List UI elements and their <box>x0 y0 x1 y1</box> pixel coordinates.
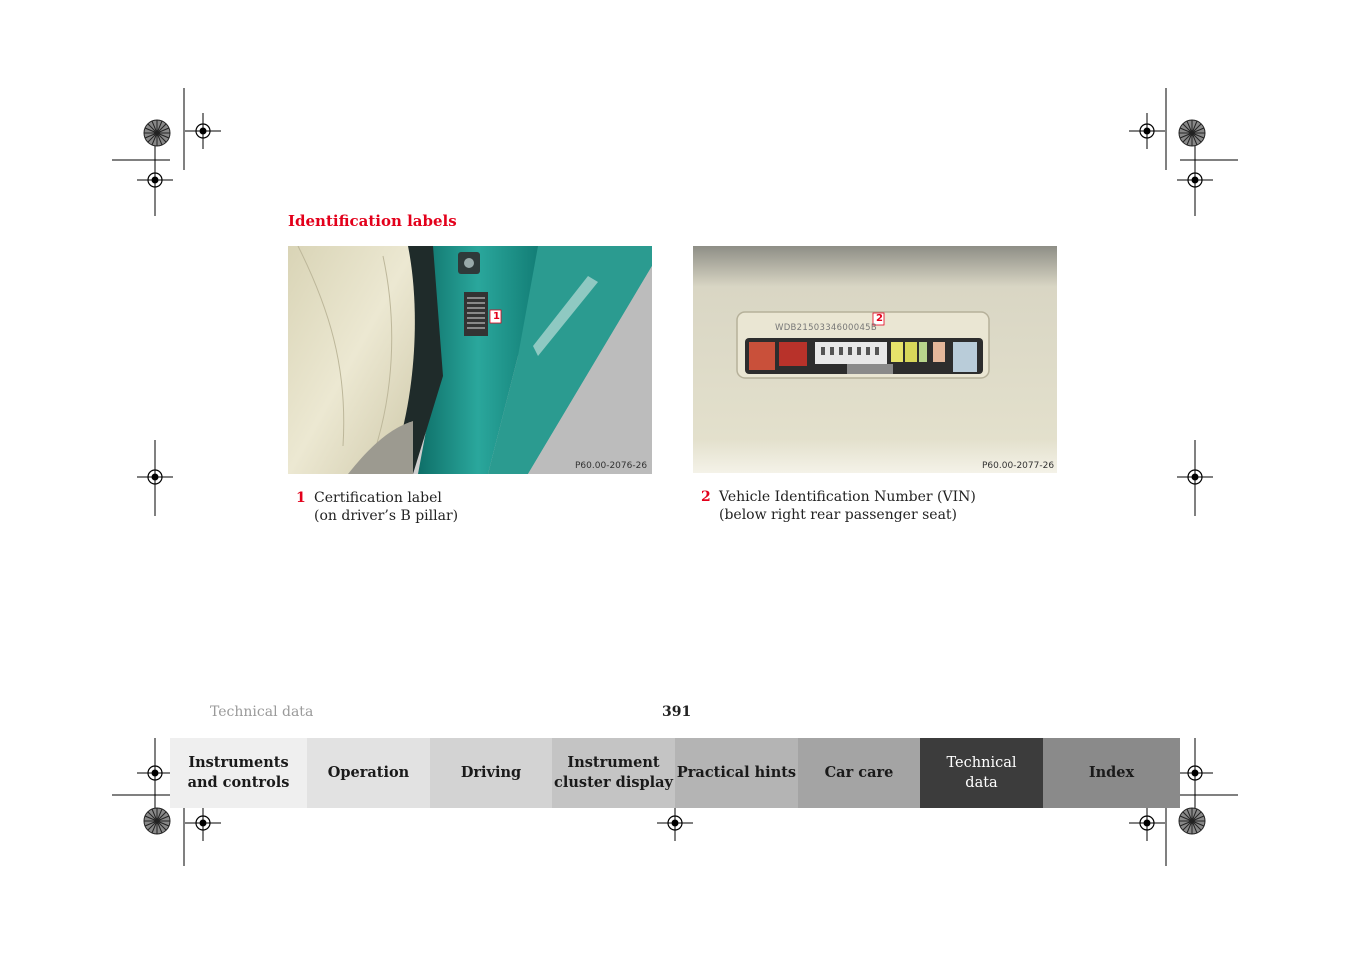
tab-car-care[interactable] <box>798 738 920 808</box>
tab-practical-hints[interactable] <box>675 738 798 808</box>
tab-label-line: cluster display <box>554 774 673 791</box>
page-number: 391 <box>662 704 692 720</box>
caption-line: Certification label <box>314 490 442 506</box>
caption-line: (below right rear passenger seat) <box>719 507 958 523</box>
tab-label: Driving <box>460 764 522 781</box>
footer-section-label: Technical data <box>210 704 314 720</box>
caption-2 <box>701 488 1041 528</box>
caption-1 <box>296 489 636 529</box>
figure-code: P60.00-2076-26 <box>575 461 648 471</box>
tab-instrument-cluster-display[interactable] <box>552 738 675 808</box>
vin-illustration <box>693 246 1057 473</box>
tab-index[interactable] <box>1043 738 1180 808</box>
figure-code: P60.00-2077-26 <box>982 461 1055 471</box>
tab-operation[interactable] <box>307 738 430 808</box>
tab-instruments-and-controls[interactable] <box>170 738 307 808</box>
tab-label: Car care <box>824 764 894 781</box>
figure-vin <box>693 246 1057 473</box>
tab-label: Index <box>1088 764 1135 781</box>
tab-label: Practical hints <box>676 764 797 781</box>
caption-line: (on driver’s B pillar) <box>314 508 459 524</box>
tab-driving[interactable] <box>430 738 552 808</box>
vin-text: WDB2150334600045B <box>775 323 878 333</box>
caption-line: Vehicle Identification Number (VIN) <box>719 489 976 505</box>
tab-label-line: Technical <box>946 755 1017 771</box>
figure-b-pillar <box>288 246 652 474</box>
tab-label-line: Instruments <box>188 754 289 771</box>
tab-label-line: and controls <box>187 774 290 791</box>
b-pillar-illustration <box>288 246 652 474</box>
tab-label: Operation <box>327 764 410 781</box>
caption-number: 2 <box>701 489 711 505</box>
tab-label-line: data <box>965 775 998 791</box>
caption-number: 1 <box>296 490 306 506</box>
section-title: Identification labels <box>288 212 457 230</box>
callout-marker-1: 1 <box>493 311 500 322</box>
chapter-nav <box>170 738 1180 808</box>
callout-marker-2: 2 <box>876 313 883 324</box>
tab-technical-data[interactable] <box>920 738 1043 808</box>
tab-label-line: Instrument <box>567 754 660 771</box>
